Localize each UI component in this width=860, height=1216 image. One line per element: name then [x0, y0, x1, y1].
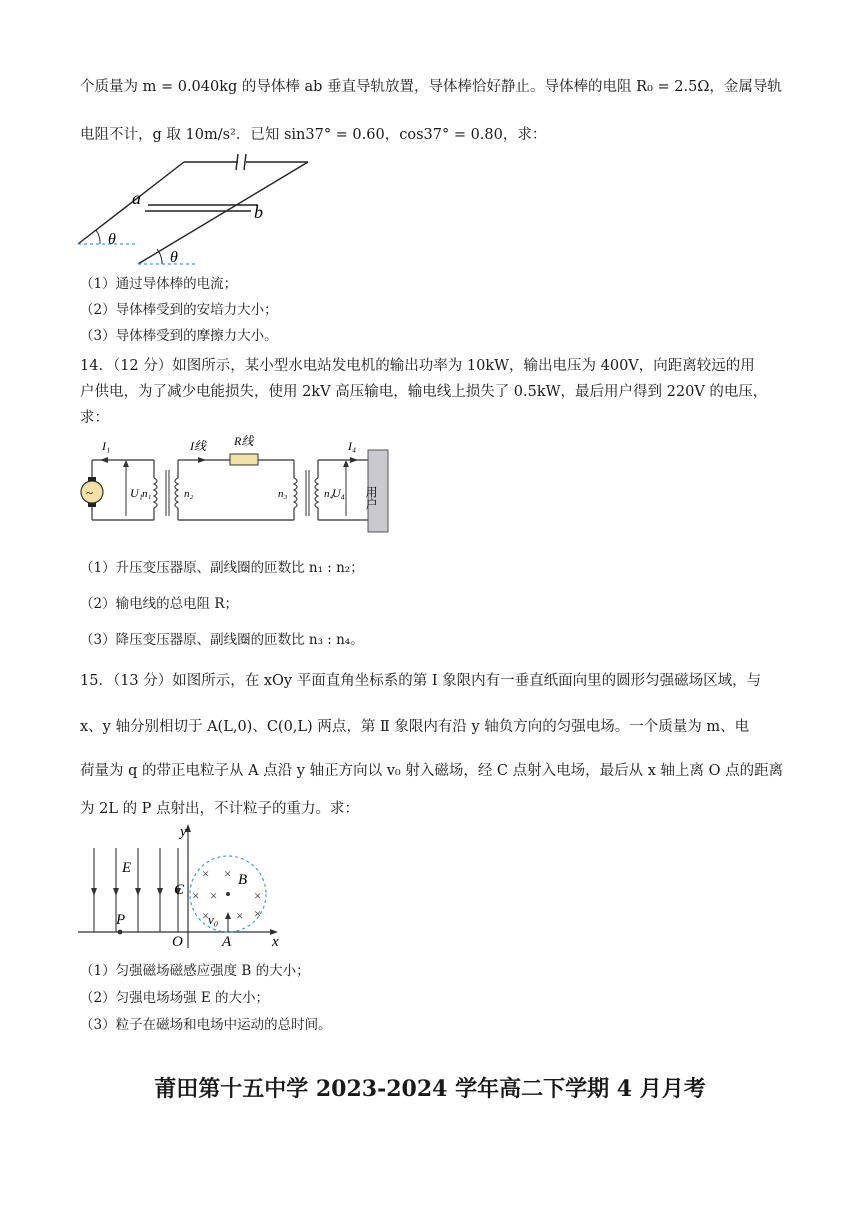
q14-text-line2: 户供电，为了减少电能损失，使用 2kV 高压输电，输电线上损失了 0.5kW，最后用户得到 220V 的电压， [80, 384, 768, 400]
label-C: C [174, 882, 185, 898]
b-field-cross: × [224, 866, 232, 881]
b-field-cross: × [254, 888, 262, 903]
q14-text-line1: 14．（12 分）如图所示，某小型水电站发电机的输出功率为 10kW，输出电压为 400V，向距离较远的用 [80, 358, 755, 374]
label-n4: n₄ [324, 488, 334, 500]
q13-text-line1: 个质量为 m = 0.040kg 的导体棒 ab 垂直导轨放置，导体棒恰好静止。导体棒的电阻 R₀ = 2.5Ω，金属导轨 [80, 79, 782, 95]
b-field-cross: × [192, 888, 200, 903]
q15-question-3: （3）粒子在磁场和电场中运动的总时间。 [80, 1017, 332, 1033]
q14-question-3: （3）降压变压器原、副线圈的匝数比 n₃ : n₄。 [80, 632, 364, 648]
b-field-cross: × [210, 888, 218, 903]
label-A: A [222, 934, 232, 950]
label-E: E [122, 860, 132, 876]
generator-icon: ~ [86, 485, 94, 500]
label-b: b [254, 202, 263, 222]
user-box-label: 用户 [364, 486, 378, 510]
label-U1: U₁ [130, 486, 143, 500]
q15-question-2: （2）匀强电场场强 E 的大小； [80, 990, 270, 1006]
b-field-cross: × [254, 906, 262, 921]
q13-question-1: （1）通过导体棒的电流； [80, 276, 238, 292]
label-a: a [132, 188, 141, 208]
label-x: x [272, 934, 279, 950]
b-field-cross: × [202, 866, 210, 881]
b-field-cross: × [202, 908, 210, 923]
q14-question-2: （2）输电线的总电阻 R； [80, 596, 239, 612]
b-field-cross: × [236, 908, 244, 923]
label-y: y [180, 824, 187, 840]
q15-text-line3: 荷量为 q 的带正电粒子从 A 点沿 y 轴正方向以 v₀ 射入磁场，经 C 点射入电场，最后从 x 轴上离 O 点的距离 [80, 763, 784, 779]
label-I1: I₁ [102, 439, 111, 453]
q15-text-line1: 15．（13 分）如图所示，在 xOy 平面直角坐标系的第 Ⅰ 象限内有一垂直纸面向里的圆形匀强磁场区域，与 [80, 673, 762, 689]
label-P: P [116, 912, 126, 928]
q13-text-line2: 电阻不计，g 取 10m/s²．已知 sin37° = 0.60，cos37° = 0.80，求： [80, 127, 547, 143]
label-U4: U₄ [332, 486, 345, 500]
exam-title: 莆田第十五中学 2023-2024 学年高二下学期 4 月月考 [154, 1076, 706, 1102]
label-n2: n₂ [184, 488, 194, 500]
label-n1: n₁ [142, 488, 152, 500]
q14-question-1: （1）升压变压器原、副线圈的匝数比 n₁ : n₂； [80, 560, 364, 576]
q15-text-line4: 为 2L 的 P 点射出，不计粒子的重力。求： [80, 801, 360, 817]
q14-text-line3: 求： [80, 410, 109, 426]
label-O: O [172, 934, 183, 950]
label-I4: I₄ [348, 439, 357, 453]
label-n3: n₃ [278, 488, 288, 500]
q15-field-diagram [78, 820, 288, 950]
q13-question-3: （3）导体棒受到的摩擦力大小。 [80, 328, 278, 344]
q15-text-line2: x、y 轴分别相切于 A(L,0)、C(0,L) 两点，第 Ⅱ 象限内有沿 y 轴负方向的匀强电场。一个质量为 m、电 [80, 719, 750, 735]
label-v0: v₀ [208, 912, 219, 927]
q13-rail-diagram [78, 150, 338, 270]
label-I-line: I线 [190, 439, 206, 453]
label-B: B [238, 872, 248, 888]
label-theta-2: θ [170, 249, 178, 266]
q15-question-1: （1）匀强磁场磁感应强度 B 的大小； [80, 963, 310, 979]
q13-question-2: （2）导体棒受到的安培力大小； [80, 302, 278, 318]
label-R-line: R线 [234, 434, 254, 448]
q14-transmission-circuit [78, 430, 390, 540]
label-theta-1: θ [108, 231, 116, 248]
